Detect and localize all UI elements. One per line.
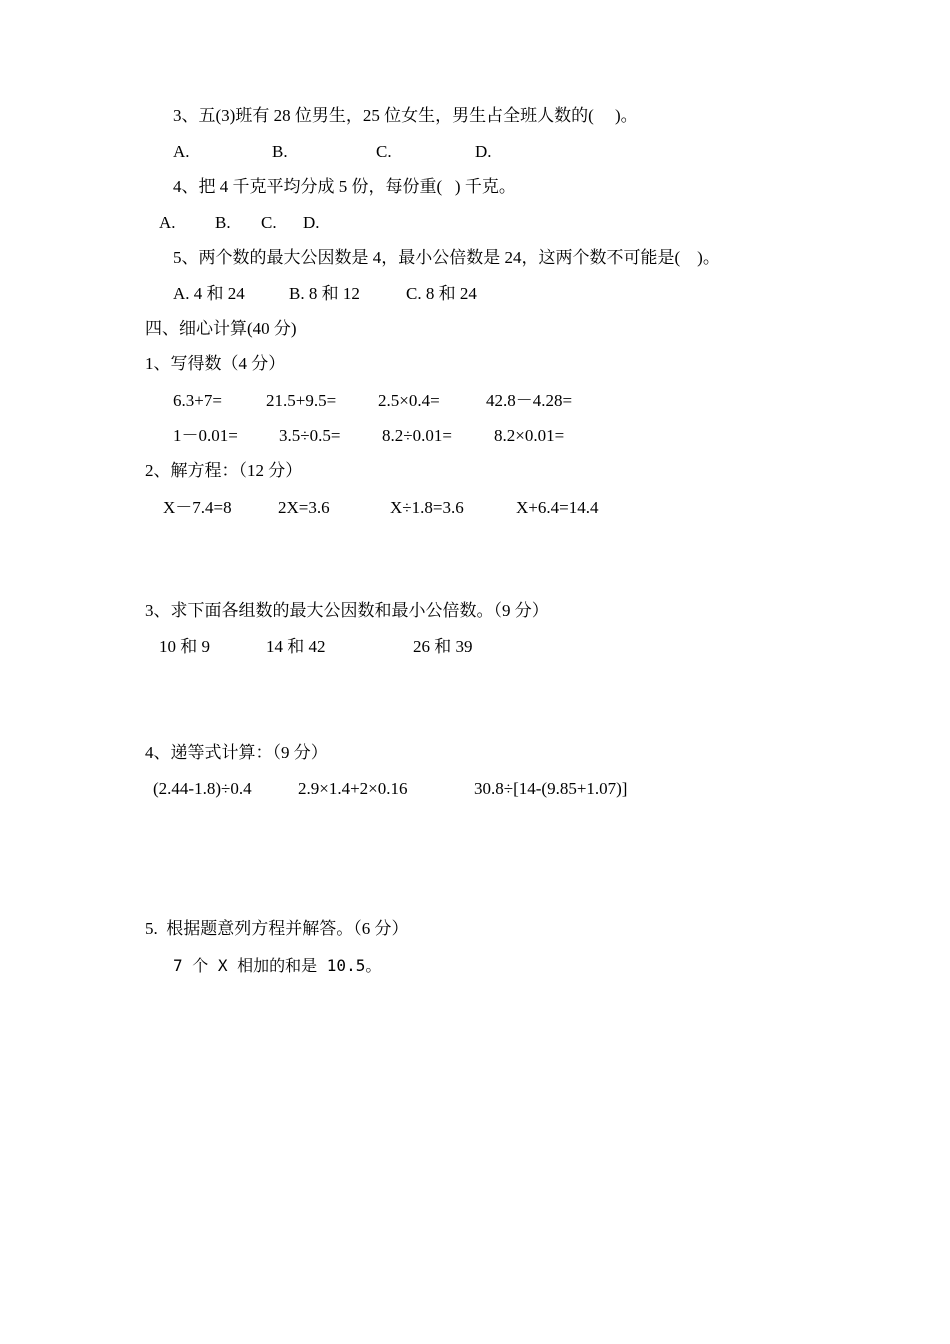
part-1-title: 1、写得数（4 分） — [145, 354, 286, 373]
calc-item: 8.2×0.01= — [494, 426, 565, 445]
q5-option-a: A. 4 和 24 — [173, 284, 245, 303]
q4-option-b: B. — [215, 213, 231, 232]
expression-item: 2.9×1.4+2×0.16 — [298, 779, 408, 798]
part-2-title: 2、解方程：（12 分） — [145, 461, 303, 480]
expression-item: 30.8÷[14-(9.85+1.07)] — [474, 779, 628, 798]
part-5-problem: 7 个 X 相加的和是 10.5。 — [173, 956, 382, 975]
q4-option-c: C. — [261, 213, 277, 232]
q4-option-d: D. — [303, 213, 320, 232]
calc-item: 21.5+9.5= — [266, 391, 337, 410]
equation-item: X－7.4=8 — [163, 498, 232, 517]
equation-item: 2X=3.6 — [278, 498, 330, 517]
part-3-title: 3、求下面各组数的最大公因数和最小公倍数。（9 分） — [145, 601, 549, 620]
calc-item: 1－0.01= — [173, 426, 238, 445]
calc-item: 8.2÷0.01= — [382, 426, 452, 445]
question-5-text: 5、两个数的最大公因数是 4，最小公倍数是 24，这两个数不可能是( )。 — [173, 248, 720, 267]
question-4-text: 4、把 4 千克平均分成 5 份，每份重( ) 千克。 — [173, 177, 516, 196]
part-5-title: 5. 根据题意列方程并解答。（6 分） — [145, 919, 409, 938]
calc-item: 2.5×0.4= — [378, 391, 440, 410]
q5-option-c: C. 8 和 24 — [406, 284, 477, 303]
number-pair: 10 和 9 — [159, 637, 210, 656]
q3-option-a: A. — [173, 142, 190, 161]
q3-option-d: D. — [475, 142, 492, 161]
q3-option-b: B. — [272, 142, 288, 161]
expression-item: (2.44-1.8)÷0.4 — [153, 779, 252, 798]
question-3-text: 3、五(3)班有 28 位男生，25 位女生，男生占全班人数的( )。 — [173, 106, 638, 125]
calc-item: 6.3+7= — [173, 391, 222, 410]
q4-option-a: A. — [159, 213, 176, 232]
section-4-title: 四、细心计算(40 分) — [145, 319, 297, 338]
calc-item: 3.5÷0.5= — [279, 426, 341, 445]
q5-option-b: B. 8 和 12 — [289, 284, 360, 303]
calc-item: 42.8－4.28= — [486, 391, 573, 410]
number-pair: 14 和 42 — [266, 637, 326, 656]
part-4-title: 4、递等式计算：（9 分） — [145, 743, 328, 762]
q3-option-c: C. — [376, 142, 392, 161]
number-pair: 26 和 39 — [413, 637, 473, 656]
equation-item: X+6.4=14.4 — [516, 498, 599, 517]
equation-item: X÷1.8=3.6 — [390, 498, 464, 517]
